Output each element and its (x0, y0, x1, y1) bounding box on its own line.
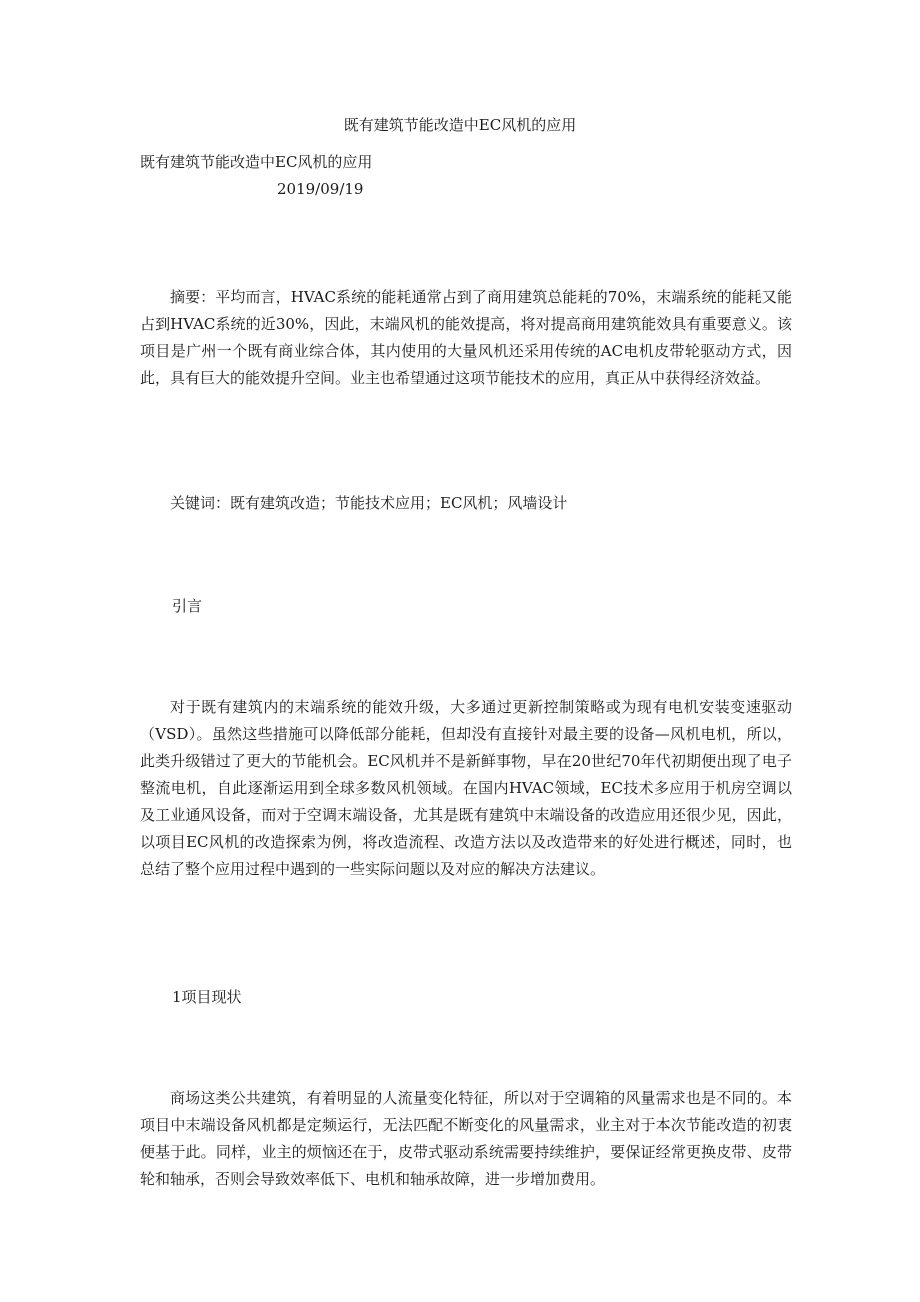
document-title: 既有建筑节能改造中EC风机的应用 (343, 116, 577, 134)
intro-heading: 引言 (172, 597, 203, 615)
abstract-paragraph: 摘要：平均而言，HVAC系统的能耗通常占到了商用建筑总能耗的70%，末端系统的能耗又能占到HVAC系统的近30%，因此，末端风机的能效提高，将对提高商用建筑能效具有重要意义。该项目是广州一个既有商业综合体，其内使用的大量风机还采用传统的AC电机皮带轮驱动方式，因此，具有巨大的能效提升空间。业主也希望通过这项节能技术的应用，真正从中获得经济效益。 (140, 288, 792, 387)
section-1-heading: 1项目现状 (172, 988, 242, 1006)
document-subtitle: 既有建筑节能改造中EC风机的应用 (140, 153, 373, 171)
publish-date: 2019/09/19 (277, 180, 364, 198)
intro-paragraph: 对于既有建筑内的末端系统的能效升级，大多通过更新控制策略或为现有电机安装变速驱动（VSD）。虽然这些措施可以降低部分能耗，但却没有直接针对最主要的设备—风机电机，所以，此类升级错过了更大的节能机会。EC风机并不是新鲜事物，早在20世纪70年代初期便出现了电子整流电机，自此逐渐运用到全球多数风机领域。在国内HVAC领域，EC技术多应用于机房空调以及工业通风设备，而对于空调末端设备，尤其是既有建筑中末端设备的改造应用还很少见，因此，以项目EC风机的改造探索为例，将改造流程、改造方法以及改造带来的好处进行概述，同时，也总结了整个应用过程中遇到的一些实际问题以及对应的解决方法建议。 (140, 698, 792, 878)
section-1-paragraph: 商场这类公共建筑，有着明显的人流量变化特征，所以对于空调箱的风量需求也是不同的。本项目中末端设备风机都是定频运行，无法匹配不断变化的风量需求，业主对于本次节能改造的初衷便基于此。同样，业主的烦恼还在于，皮带式驱动系统需要持续维护，要保证经常更换皮带、皮带轮和轴承，否则会导致效率低下、电机和轴承故障，进一步增加费用。 (140, 1089, 792, 1188)
keywords-paragraph: 关键词：既有建筑改造；节能技术应用；EC风机；风墙设计 (170, 494, 568, 512)
